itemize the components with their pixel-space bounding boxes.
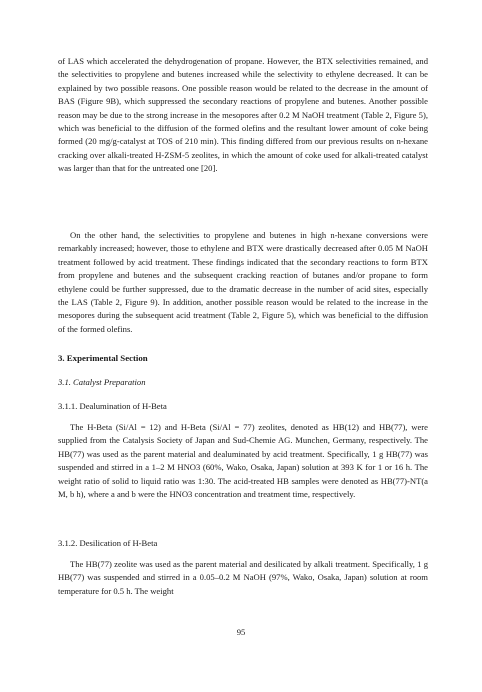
paragraph-dealumination [58, 421, 428, 501]
subsubsection-heading-dealumination [58, 400, 428, 413]
section-title: 3. Experimental Section [58, 353, 148, 363]
paragraph-text: The H-Beta (Si/Al = 12) and H-Beta (Si/Al = 77) zeolites, denoted as HB(12) and HB(77), were supplied from the Catalysis Society of Japan and Sud-Chemie AG. Munchen, Germany, respectively. The HB(77) was used as the parent material and dealuminated by acid treatment. Specifically, 1 g HB(77) was suspended and stirred in a 1–2 M HNO3 (60%, Wako, Osaka, Japan) solution at 393 K for 1 or 16 h. The weight ratio of solid to liquid ratio was 1:30. The acid-treated HB samples were denoted as HB(77)-NT(a M, b h), where a and b were the HNO3 concentration and treatment time, respectively. [58, 422, 428, 500]
subsubsection-title: 3.1.2. Desilication of H-Beta [58, 538, 158, 548]
subsection-heading-catalyst-preparation [58, 376, 428, 389]
paragraph-las-discussion [58, 55, 428, 176]
subsubsection-heading-desilication [58, 537, 428, 550]
page-number: 95 [236, 627, 246, 637]
paragraph-text: The HB(77) zeolite was used as the parent material and desilicated by alkali treatment. Specifically, 1 g HB(77) was suspended and stirred in a 0.05–0.2 M NaOH (97%, Wako, Osaka, Japan) solution at room temperature for 0.5 h. The weight [58, 559, 428, 596]
section-heading-experimental [58, 352, 428, 365]
paragraph-selectivity-discussion [58, 229, 428, 336]
subsubsection-title: 3.1.1. Dealumination of H-Beta [58, 401, 167, 411]
paragraph-text: On the other hand, the selectivities to propylene and butenes in high n-hexane conversions were remarkably increased; however, those to ethylene and BTX were drastically decreased after 0.05 M NaOH treatment followed by acid treatment. These findings indicated that the secondary reactions to form BTX from propylene and butenes and the subsequent cracking reaction of butanes and/or propane to form ethylene could be further suppressed, due to the dramatic decrease in the number of acid sites, especially the LAS (Table 2, Figure 9). In addition, another possible reason would be related to the increase in the mesopores during the subsequent acid treatment (Table 2, Figure 5), which was beneficial to the diffusion of the formed olefins. [58, 230, 428, 334]
paragraph-desilication [58, 558, 428, 598]
paragraph-text: of LAS which accelerated the dehydrogenation of propane. However, the BTX selectivities remained, and the selectivities to propylene and butenes increased while the selectivity to ethylene decreased. It can be explained by two possible reasons. One possible reason would be related to the decrease in the amount of BAS (Figure 9B), which suppressed the secondary reactions of propylene and butenes. Another possible reason may be due to the strong increase in the mesopores after 0.2 M NaOH treatment (Table 2, Figure 5), which was beneficial to the diffusion of the formed olefins and the resultant lower amount of coke being formed (20 mg/g-catalyst at TOS of 210 min). This finding differed from our previous results on n-hexane cracking over alkali-treated H-ZSM-5 zeolites, in which the amount of coke used for alkali-treated catalyst was larger than that for the untreated one [20]. [58, 56, 428, 174]
subsection-title: 3.1. Catalyst Preparation [58, 377, 146, 387]
